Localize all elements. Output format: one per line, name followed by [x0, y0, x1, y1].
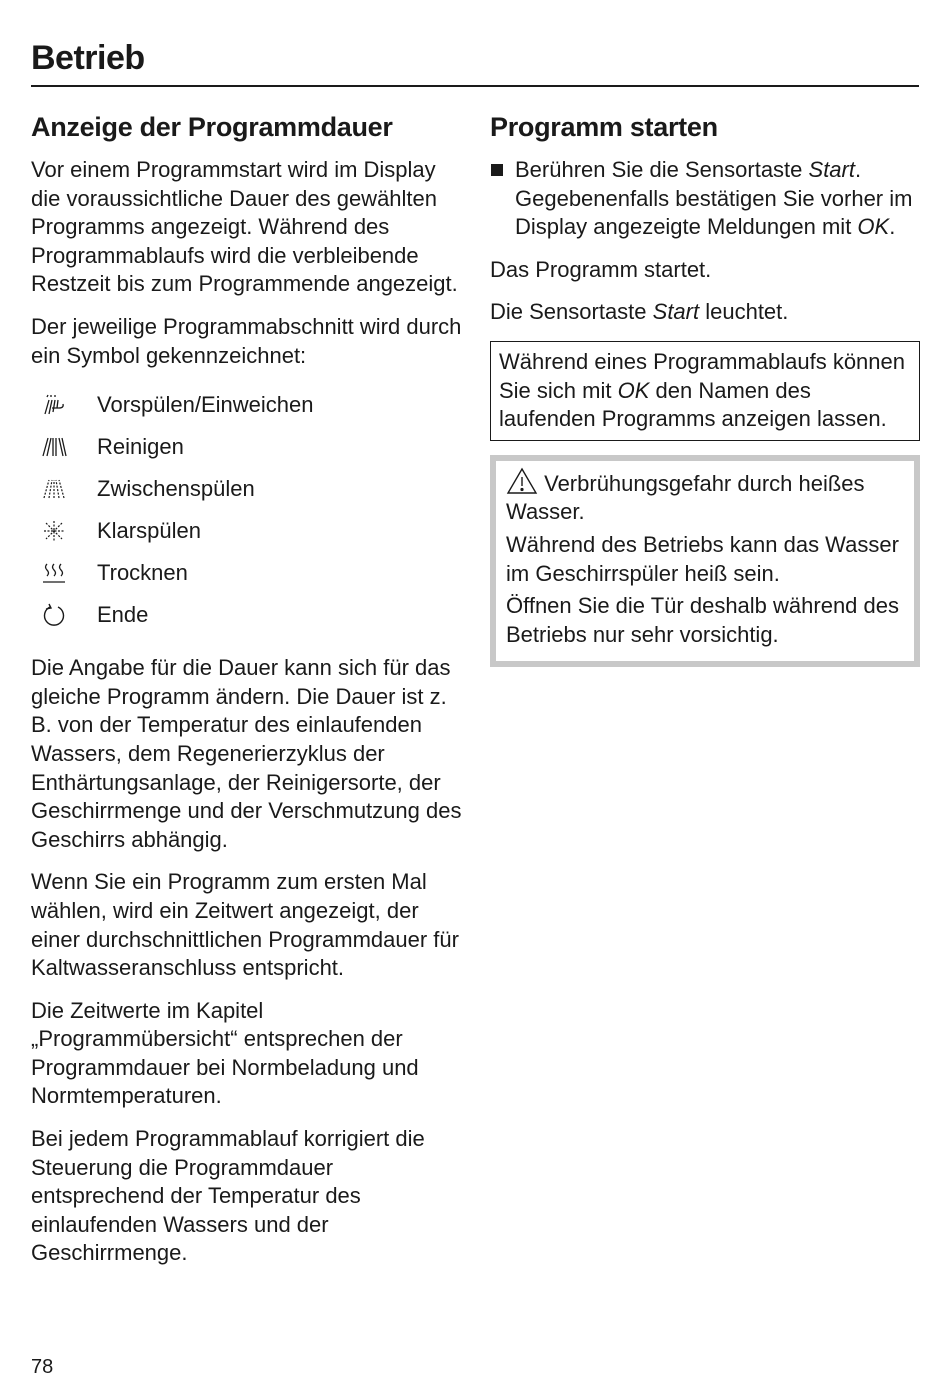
- key-ok: OK: [617, 377, 650, 403]
- paragraph: Der jeweilige Programmabschnitt wird durch ein Symbol gekennzeichnet:: [31, 313, 462, 368]
- symbol-label: Trocknen: [97, 559, 188, 585]
- symbol-row-final-rinse: [31, 510, 463, 552]
- warning-text: Öffnen Sie die Tür deshalb während des Betriebs nur sehr vorsichtig.: [506, 593, 900, 647]
- drying-icon: [31, 559, 97, 587]
- warning-triangle-icon: [506, 467, 538, 495]
- note-box: Während eines Programmablaufs können Sie sich mit OK den Namen des laufenden Programms anzeigen lassen.: [490, 341, 920, 441]
- key-start: Start: [808, 157, 855, 182]
- paragraph: Das Programm startet.: [490, 256, 712, 282]
- paragraph: Die Zeitwerte im Kapitel „Programmübersicht“ entsprechen der Programmdauer bei Normbeladung und Normtemperaturen.: [31, 997, 419, 1109]
- prewash-icon: [31, 391, 97, 419]
- symbol-row-prewash: [31, 384, 463, 426]
- paragraph: Die Angabe für die Dauer kann sich für das gleiche Programm ändern. Die Dauer ist z. B. von der Temperatur des einlaufenden Wassers, dem Regenerierzyklus der Enthärtungsanlage, der Reinigersorte, der Geschirrmenge und der Verschmutzung des Geschirrs abhängig.: [31, 655, 462, 852]
- symbol-label: Reinigen: [97, 433, 184, 459]
- symbol-list: [31, 384, 463, 636]
- paragraph: Vor einem Programmstart wird im Display die voraussichtliche Dauer des gewählten Programms angezeigt. Während des Programmablaufs wird die verbleibende Restzeit bis zum Programmende angezeigt.: [31, 157, 458, 297]
- warning-box: [490, 455, 920, 668]
- symbol-row-clean: [31, 426, 463, 468]
- instruction-bullet: [490, 156, 920, 242]
- chapter-title: Betrieb: [31, 39, 145, 77]
- left-column: [31, 110, 463, 1282]
- symbol-label: Ende: [97, 601, 149, 627]
- symbol-label: Zwischenspülen: [97, 475, 255, 501]
- paragraph: Wenn Sie ein Programm zum ersten Mal wählen, wird ein Zeitwert angezeigt, der einer durchschnittlichen Programmdauer für Kaltwasseranschluss entspricht.: [31, 869, 459, 981]
- paragraph: Bei jedem Programmablauf korrigiert die Steuerung die Programmdauer entsprechend der Temperatur des einlaufenden Wassers und der Geschirrmenge.: [31, 1126, 425, 1266]
- instruction-text: Berühren Sie die Sensortaste Start. Gegebenenfalls bestätigen Sie vorher im Display angezeigte Meldungen mit OK.: [515, 157, 913, 240]
- symbol-label: Vorspülen/Einweichen: [97, 391, 314, 417]
- symbol-row-drying: [31, 552, 463, 594]
- warning-title: Verbrühungsgefahr durch heißes Wasser.: [506, 467, 904, 527]
- warning-text: Während des Betriebs kann das Wasser im Geschirrspüler heiß sein.: [506, 531, 899, 586]
- page-number: 78: [31, 1356, 54, 1378]
- section-heading-start-program: Programm starten: [490, 112, 718, 142]
- key-start: Start: [652, 299, 700, 325]
- final-rinse-icon: [31, 517, 97, 545]
- end-icon: [31, 601, 97, 629]
- section-heading-program-duration: Anzeige der Programmdauer: [31, 112, 393, 142]
- symbol-row-interim-rinse: [31, 468, 463, 510]
- right-column: [490, 110, 920, 667]
- symbol-row-end: [31, 594, 463, 636]
- header-rule: [31, 85, 919, 87]
- paragraph: Die Sensortaste Start leuchtet.: [490, 299, 789, 325]
- key-ok: OK: [857, 214, 890, 240]
- interim-rinse-icon: [31, 475, 97, 503]
- symbol-label: Klarspülen: [97, 517, 201, 543]
- clean-icon: [31, 433, 97, 461]
- bullet-square-icon: [491, 164, 503, 176]
